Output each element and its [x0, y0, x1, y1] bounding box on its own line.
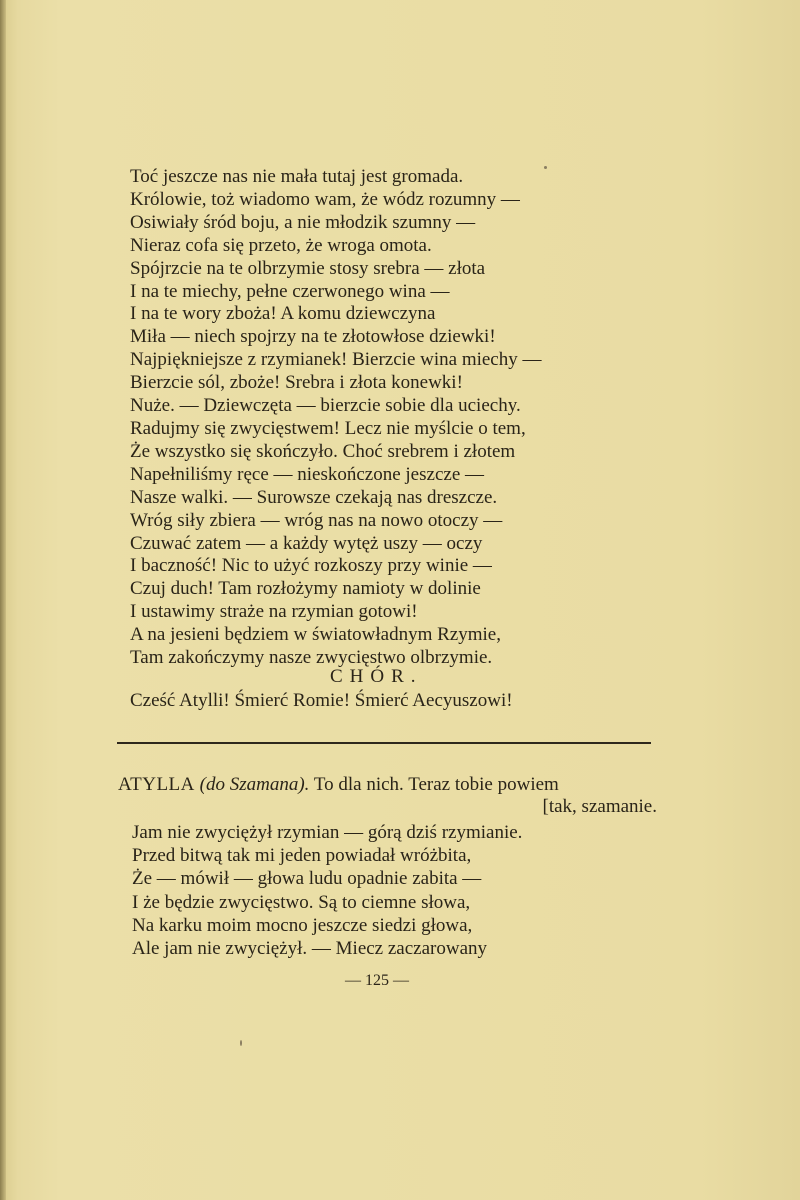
verse-line: Osiwiały śród boju, a nie młodzik szumny — — [130, 211, 476, 233]
page-number: — 125 — — [345, 972, 409, 989]
speech-block — [132, 821, 522, 960]
verse-line: Miła — niech spojrzy na te złotowłose dziewki! — [130, 326, 496, 348]
speech-continuation: [tak, szamanie. — [542, 796, 657, 817]
speech-first-line: To dla nich. Teraz tobie powiem — [313, 774, 559, 795]
verse-line: Tam zakończymy nasze zwycięstwo olbrzymie. — [130, 647, 493, 669]
speech-line: Na karku moim mocno jeszcze siedzi głowa, — [132, 914, 473, 936]
verse-block — [130, 166, 542, 670]
verse-line: Toć jeszcze nas nie mała tutaj jest gromada. — [130, 166, 464, 187]
chorus-line: Cześć Atylli! Śmierć Romie! Śmierć Aecyuszowi! — [130, 690, 513, 711]
speech-line: Przed bitwą tak mi jeden powiadał wróżbita, — [132, 845, 472, 867]
verse-line: I na te wory zboża! A komu dziewczyna — [130, 303, 436, 325]
section-divider — [117, 742, 651, 744]
verse-line: I ustawimy straże na rzymian gotowi! — [130, 601, 418, 623]
verse-line: Królowie, toż wiadomo wam, że wódz rozumny — — [130, 188, 520, 210]
verse-line: Czuwać zatem — a każdy wytęż uszy — oczy — [130, 532, 483, 554]
paper-speck — [544, 166, 547, 169]
verse-line: Że wszystko się skończyło. Choć srebrem i złotem — [130, 440, 516, 462]
verse-line: Spójrzcie na te olbrzymie stosy srebra — złota — [130, 257, 486, 279]
verse-line: Wróg siły zbiera — wróg nas na nowo otoczy — — [130, 509, 503, 531]
verse-line: Napełniliśmy ręce — nieskończone jeszcze — — [130, 463, 484, 485]
speech-line: I że będzie zwycięstwo. Są to ciemne słowa, — [132, 891, 471, 913]
speech-opening — [118, 774, 559, 796]
speech-line: Że — mówił — głowa ludu opadnie zabita — — [132, 868, 482, 890]
speech-line: Jam nie zwyciężył rzymian — górą dziś rzymianie. — [132, 822, 523, 843]
verse-line: Nieraz cofa się przeto, że wroga omota. — [130, 234, 432, 256]
verse-line: Nuże. — Dziewczęta — bierzcie sobie dla uciechy. — [130, 395, 521, 417]
verse-line: Czuj duch! Tam rozłożymy namioty w dolinie — [130, 578, 481, 600]
paper-speck — [240, 1040, 242, 1046]
stage-direction: (do Szamana). — [199, 774, 310, 795]
speech-line: Ale jam nie zwyciężył. — Miecz zaczarowany — [132, 938, 488, 960]
speaker-name: ATYLLA — [118, 774, 195, 795]
verse-line: I na te miechy, pełne czerwonego wina — — [130, 280, 450, 302]
verse-line: Nasze walki. — Surowsze czekają nas dreszcze. — [130, 486, 498, 508]
chorus-label: CHÓR. — [330, 666, 423, 687]
verse-line: Bierzcie sól, zboże! Srebra i złota konewki! — [130, 372, 463, 394]
verse-line: Radujmy się zwycięstwem! Lecz nie myślcie o tem, — [130, 417, 526, 439]
page-edge — [0, 0, 6, 1200]
verse-line: I baczność! Nic to użyć rozkoszy przy winie — — [130, 555, 492, 577]
verse-line: A na jesieni będziem w światowładnym Rzymie, — [130, 624, 501, 646]
verse-line: Najpiękniejsze z rzymianek! Bierzcie wina miechy — — [130, 349, 542, 371]
